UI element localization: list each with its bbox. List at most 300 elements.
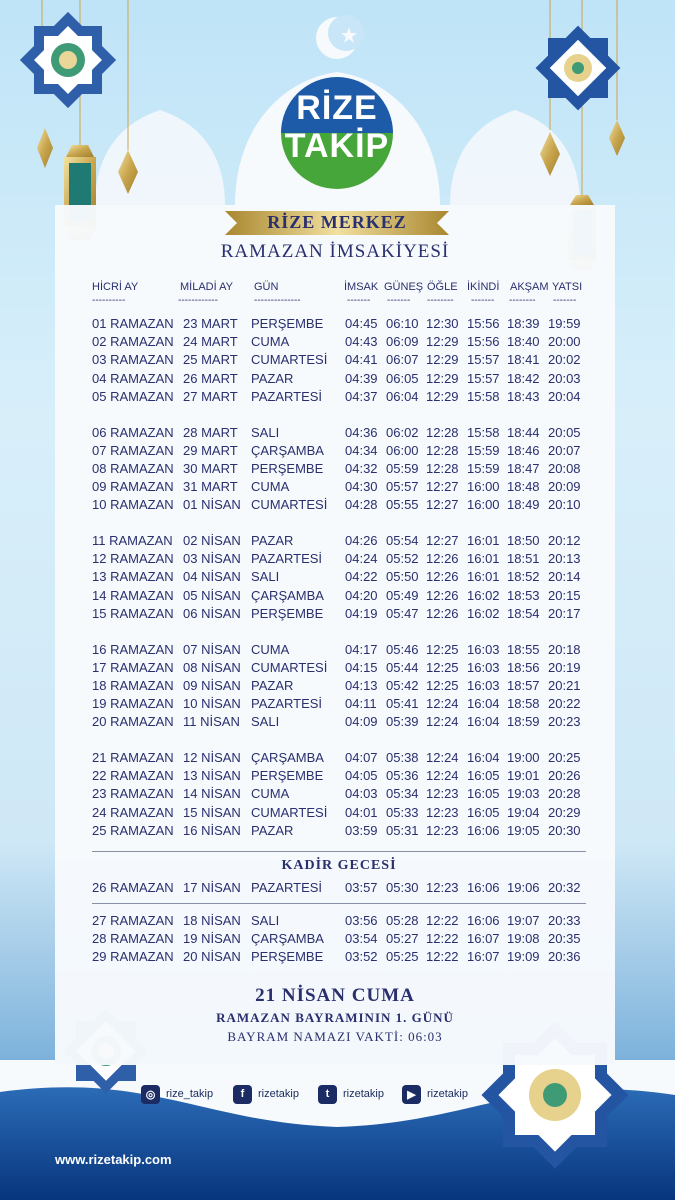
time-cell: 20:02: [548, 352, 581, 368]
divider-line: [92, 903, 586, 904]
date-cell: 11 NİSAN: [183, 714, 240, 730]
date-cell: 04 NİSAN: [183, 569, 241, 585]
table-row: [0, 880, 675, 898]
time-cell: 16:00: [467, 479, 500, 495]
social-facebook[interactable]: [233, 1084, 299, 1104]
time-cell: 16:03: [467, 659, 500, 675]
time-cell: 06:10: [386, 316, 419, 331]
hijri-cell: 19 RAMAZAN: [92, 696, 174, 712]
date-cell: 12 NİSAN: [183, 750, 241, 765]
time-cell: 16:05: [467, 804, 500, 820]
col-divider: ------------: [178, 295, 218, 306]
time-cell: 16:01: [467, 551, 500, 567]
table-row: [0, 461, 675, 479]
date-cell: 17 NİSAN: [183, 880, 241, 895]
time-cell: 19:05: [507, 822, 540, 838]
hijri-cell: 21 RAMAZAN: [92, 750, 174, 765]
time-cell: 12:28: [426, 442, 459, 458]
time-cell: 18:56: [507, 659, 540, 675]
day-cell: ÇARŞAMBA: [251, 750, 324, 765]
time-cell: 04:32: [345, 460, 378, 476]
table-row: [0, 931, 675, 949]
time-cell: 12:25: [426, 659, 459, 675]
time-cell: 15:57: [467, 370, 500, 386]
day-cell: PAZARTESİ: [251, 880, 323, 895]
time-cell: 04:36: [345, 424, 378, 440]
time-cell: 20:19: [548, 659, 581, 675]
date-cell: 07 NİSAN: [183, 641, 241, 657]
time-cell: 18:49: [507, 497, 540, 513]
time-cell: 05:44: [386, 659, 419, 675]
time-cell: 12:22: [426, 949, 459, 965]
time-cell: 19:59: [548, 316, 581, 331]
table-row: [0, 786, 675, 804]
time-cell: 12:30: [426, 316, 459, 331]
time-cell: 04:05: [345, 768, 378, 784]
time-cell: 16:02: [467, 605, 500, 621]
time-cell: 20:21: [548, 677, 581, 693]
table-row: [0, 389, 675, 407]
day-cell: PAZARTESİ: [251, 388, 323, 404]
time-cell: 20:30: [548, 822, 581, 838]
time-cell: 05:27: [386, 931, 419, 947]
hijri-cell: 17 RAMAZAN: [92, 659, 174, 675]
time-cell: 18:43: [507, 388, 540, 404]
table-row: [0, 913, 675, 931]
hijri-cell: 16 RAMAZAN: [92, 641, 174, 657]
hijri-cell: 15 RAMAZAN: [92, 605, 174, 621]
hijri-cell: 12 RAMAZAN: [92, 551, 174, 567]
table-row: [0, 371, 675, 389]
col-header-gunes: GÜNEŞ: [384, 281, 424, 293]
time-cell: 12:23: [426, 822, 459, 838]
day-cell: SALI: [251, 569, 280, 585]
time-cell: 20:32: [548, 880, 581, 895]
time-cell: 12:22: [426, 913, 459, 928]
col-divider: -------: [387, 295, 411, 306]
date-cell: 20 NİSAN: [183, 949, 241, 965]
time-cell: 03:59: [345, 822, 378, 838]
bayram-date: 21 NİSAN CUMA: [255, 985, 415, 1006]
time-cell: 18:40: [507, 334, 540, 350]
crescent-icon: [316, 15, 364, 59]
time-cell: 12:24: [426, 768, 459, 784]
time-cell: 12:23: [426, 786, 459, 802]
time-cell: 19:03: [507, 786, 540, 802]
col-divider: --------: [427, 295, 454, 306]
time-cell: 20:28: [548, 786, 581, 802]
hijri-cell: 09 RAMAZAN: [92, 479, 174, 495]
time-cell: 03:57: [345, 880, 378, 895]
time-cell: 04:19: [345, 605, 378, 621]
time-cell: 04:09: [345, 714, 378, 730]
hijri-cell: 25 RAMAZAN: [92, 822, 174, 838]
col-header-aksam: AKŞAM: [510, 281, 549, 293]
hijri-cell: 01 RAMAZAN: [92, 316, 174, 331]
social-twitter[interactable]: [318, 1084, 384, 1104]
time-cell: 20:07: [548, 442, 581, 458]
time-cell: 05:57: [386, 479, 419, 495]
col-divider: --------------: [254, 295, 301, 306]
time-cell: 18:59: [507, 714, 540, 730]
bayram-day-label: RAMAZAN BAYRAMININ 1. GÜNÜ: [216, 1010, 454, 1025]
table-row: [0, 497, 675, 515]
time-cell: 06:04: [386, 388, 419, 404]
date-cell: 24 MART: [183, 334, 238, 350]
time-cell: 16:06: [467, 880, 500, 895]
day-cell: PERŞEMBE: [251, 316, 324, 331]
date-cell: 01 NİSAN: [183, 497, 241, 513]
col-header-ogle: ÖĞLE: [427, 281, 458, 293]
time-cell: 04:15: [345, 659, 378, 675]
time-cell: 20:12: [548, 533, 581, 548]
day-cell: PAZAR: [251, 677, 294, 693]
time-cell: 18:42: [507, 370, 540, 386]
time-cell: 05:42: [386, 677, 419, 693]
time-cell: 05:31: [386, 822, 419, 838]
time-cell: 19:00: [507, 750, 540, 765]
date-cell: 23 MART: [183, 316, 238, 331]
time-cell: 18:46: [507, 442, 540, 458]
date-cell: 13 NİSAN: [183, 768, 241, 784]
region-title: RİZE MERKEZ: [267, 212, 407, 232]
time-cell: 20:03: [548, 370, 581, 386]
table-row: [0, 714, 675, 732]
table-row: [0, 588, 675, 606]
social-handle: rizetakip: [427, 1088, 468, 1100]
logo-line-2: TAKİP: [284, 127, 390, 165]
hijri-cell: 05 RAMAZAN: [92, 388, 174, 404]
time-cell: 12:25: [426, 677, 459, 693]
hijri-cell: 06 RAMAZAN: [92, 424, 174, 440]
social-handle: rize_takip: [166, 1088, 214, 1100]
bayram-prayer-time: BAYRAM NAMAZI VAKTİ: 06:03: [227, 1029, 443, 1044]
table-row: [0, 316, 675, 334]
time-cell: 19:04: [507, 804, 540, 820]
day-cell: ÇARŞAMBA: [251, 587, 324, 603]
time-cell: 04:17: [345, 641, 378, 657]
time-cell: 04:03: [345, 786, 378, 802]
time-cell: 20:23: [548, 714, 581, 730]
hijri-cell: 20 RAMAZAN: [92, 714, 174, 730]
time-cell: 12:23: [426, 880, 459, 895]
time-cell: 04:26: [345, 533, 378, 548]
time-cell: 19:01: [507, 768, 540, 784]
day-cell: PAZARTESİ: [251, 551, 323, 567]
time-cell: 04:34: [345, 442, 378, 458]
day-cell: PAZAR: [251, 822, 294, 838]
time-cell: 18:57: [507, 677, 540, 693]
website-link[interactable]: www.rizetakip.com: [55, 1152, 172, 1167]
time-cell: 04:39: [345, 370, 378, 386]
time-cell: 05:30: [386, 880, 419, 895]
time-cell: 20:35: [548, 931, 581, 947]
time-cell: 05:49: [386, 587, 419, 603]
date-cell: 28 MART: [183, 424, 238, 440]
time-cell: 16:07: [467, 931, 500, 947]
logo-wordmark: [281, 77, 393, 189]
time-cell: 12:28: [426, 460, 459, 476]
date-cell: 02 NİSAN: [183, 533, 241, 548]
time-cell: 05:41: [386, 696, 419, 712]
time-cell: 20:15: [548, 587, 581, 603]
time-cell: 15:56: [467, 334, 500, 350]
twitter-icon: t: [318, 1085, 337, 1104]
time-cell: 04:13: [345, 677, 378, 693]
time-cell: 15:59: [467, 460, 500, 476]
date-cell: 19 NİSAN: [183, 931, 241, 947]
time-cell: 20:22: [548, 696, 581, 712]
time-cell: 12:22: [426, 931, 459, 947]
time-cell: 16:06: [467, 913, 500, 928]
time-cell: 04:20: [345, 587, 378, 603]
time-cell: 03:52: [345, 949, 378, 965]
time-cell: 20:00: [548, 334, 581, 350]
time-cell: 12:24: [426, 696, 459, 712]
time-cell: 06:00: [386, 442, 419, 458]
time-cell: 15:57: [467, 352, 500, 368]
time-cell: 20:17: [548, 605, 581, 621]
time-cell: 18:53: [507, 587, 540, 603]
time-cell: 05:33: [386, 804, 419, 820]
time-cell: 12:25: [426, 641, 459, 657]
time-cell: 18:52: [507, 569, 540, 585]
time-cell: 05:28: [386, 913, 419, 928]
social-instagram[interactable]: [141, 1084, 213, 1104]
col-divider: -------: [553, 295, 577, 306]
time-cell: 16:04: [467, 750, 500, 765]
hijri-cell: 26 RAMAZAN: [92, 880, 174, 895]
col-header-hijri: HİCRİ AY: [92, 281, 139, 293]
hijri-cell: 07 RAMAZAN: [92, 442, 174, 458]
time-cell: 12:27: [426, 497, 459, 513]
time-cell: 04:43: [345, 334, 378, 350]
date-cell: 08 NİSAN: [183, 659, 241, 675]
hijri-cell: 22 RAMAZAN: [92, 768, 174, 784]
divider-line: [92, 851, 586, 852]
table-row: [0, 823, 675, 841]
time-cell: 16:01: [467, 533, 500, 548]
hijri-cell: 28 RAMAZAN: [92, 931, 174, 947]
time-cell: 18:51: [507, 551, 540, 567]
time-cell: 05:54: [386, 533, 419, 548]
time-cell: 18:48: [507, 479, 540, 495]
time-cell: 20:10: [548, 497, 581, 513]
day-cell: CUMARTESİ: [251, 804, 328, 820]
time-cell: 20:13: [548, 551, 581, 567]
table-row: [0, 533, 675, 551]
table-row: [0, 443, 675, 461]
time-cell: 12:26: [426, 587, 459, 603]
time-cell: 05:50: [386, 569, 419, 585]
time-cell: 04:45: [345, 316, 378, 331]
time-cell: 20:33: [548, 913, 581, 928]
time-cell: 06:05: [386, 370, 419, 386]
time-cell: 20:14: [548, 569, 581, 585]
time-cell: 15:58: [467, 424, 500, 440]
time-cell: 03:54: [345, 931, 378, 947]
time-cell: 18:47: [507, 460, 540, 476]
time-cell: 15:59: [467, 442, 500, 458]
day-cell: PAZAR: [251, 533, 294, 548]
day-cell: PAZAR: [251, 370, 294, 386]
time-cell: 16:03: [467, 641, 500, 657]
time-cell: 12:24: [426, 714, 459, 730]
col-divider: --------: [509, 295, 536, 306]
day-cell: CUMARTESİ: [251, 352, 328, 368]
youtube-icon: ▶: [402, 1085, 421, 1104]
time-cell: 20:25: [548, 750, 581, 765]
social-handle: rizetakip: [258, 1088, 299, 1100]
day-cell: ÇARŞAMBA: [251, 931, 324, 947]
time-cell: 12:29: [426, 334, 459, 350]
date-cell: 15 NİSAN: [183, 804, 241, 820]
facebook-icon: f: [233, 1085, 252, 1104]
social-youtube[interactable]: [402, 1084, 468, 1104]
table-row: [0, 678, 675, 696]
table-row: [0, 696, 675, 714]
ornament-right-top: [536, 26, 621, 111]
time-cell: 05:38: [386, 750, 419, 765]
time-cell: 06:09: [386, 334, 419, 350]
time-cell: 12:26: [426, 605, 459, 621]
time-cell: 05:39: [386, 714, 419, 730]
time-cell: 06:02: [386, 424, 419, 440]
time-cell: 20:26: [548, 768, 581, 784]
time-cell: 04:22: [345, 569, 378, 585]
time-cell: 18:55: [507, 641, 540, 657]
date-cell: 06 NİSAN: [183, 605, 241, 621]
time-cell: 15:58: [467, 388, 500, 404]
hijri-cell: 14 RAMAZAN: [92, 587, 174, 603]
day-cell: PERŞEMBE: [251, 949, 324, 965]
time-cell: 15:56: [467, 316, 500, 331]
day-cell: CUMA: [251, 479, 290, 495]
time-cell: 05:52: [386, 551, 419, 567]
date-cell: 30 MART: [183, 460, 238, 476]
time-cell: 18:58: [507, 696, 540, 712]
time-cell: 18:41: [507, 352, 540, 368]
col-header-yatsi: YATSI: [552, 281, 583, 293]
col-header-imsak: İMSAK: [344, 281, 379, 293]
time-cell: 12:23: [426, 804, 459, 820]
time-cell: 16:07: [467, 949, 500, 965]
time-cell: 19:07: [507, 913, 540, 928]
day-cell: SALI: [251, 714, 280, 730]
time-cell: 05:47: [386, 605, 419, 621]
date-cell: 18 NİSAN: [183, 913, 241, 928]
time-cell: 12:26: [426, 551, 459, 567]
time-cell: 20:09: [548, 479, 581, 495]
time-cell: 12:27: [426, 479, 459, 495]
table-row: [0, 805, 675, 823]
time-cell: 20:05: [548, 424, 581, 440]
time-cell: 20:18: [548, 641, 581, 657]
time-cell: 06:07: [386, 352, 419, 368]
instagram-icon: ◎: [141, 1085, 160, 1104]
time-cell: 20:08: [548, 460, 581, 476]
time-cell: 04:11: [345, 696, 377, 712]
time-cell: 16:05: [467, 786, 500, 802]
time-cell: 12:24: [426, 750, 459, 765]
time-cell: 16:02: [467, 587, 500, 603]
hijri-cell: 08 RAMAZAN: [92, 460, 174, 476]
day-cell: ÇARŞAMBA: [251, 442, 324, 458]
col-divider: ----------: [92, 295, 126, 306]
date-cell: 29 MART: [183, 442, 238, 458]
time-cell: 12:28: [426, 424, 459, 440]
table-row: [0, 425, 675, 443]
hijri-cell: 24 RAMAZAN: [92, 804, 174, 820]
social-handle: rizetakip: [343, 1088, 384, 1100]
time-cell: 12:27: [426, 533, 459, 548]
ornament-left-top: [20, 12, 116, 108]
day-cell: CUMA: [251, 786, 290, 802]
hijri-cell: 18 RAMAZAN: [92, 677, 174, 693]
time-cell: 16:05: [467, 768, 500, 784]
time-cell: 12:29: [426, 352, 459, 368]
day-cell: PERŞEMBE: [251, 460, 324, 476]
time-cell: 16:01: [467, 569, 500, 585]
logo-line-1: RİZE: [296, 89, 378, 127]
time-cell: 20:29: [548, 804, 581, 820]
time-cell: 16:04: [467, 696, 500, 712]
date-cell: 09 NİSAN: [183, 677, 241, 693]
day-cell: SALI: [251, 913, 280, 928]
table-row: [0, 352, 675, 370]
date-cell: 16 NİSAN: [183, 822, 241, 838]
time-cell: 19:08: [507, 931, 540, 947]
time-cell: 16:03: [467, 677, 500, 693]
time-cell: 16:06: [467, 822, 500, 838]
time-cell: 19:09: [507, 949, 540, 965]
time-cell: 04:37: [345, 388, 378, 404]
table-row: [0, 569, 675, 587]
time-cell: 18:54: [507, 605, 540, 621]
hijri-cell: 11 RAMAZAN: [92, 533, 173, 548]
time-cell: 18:50: [507, 533, 540, 548]
table-row: [0, 479, 675, 497]
col-header-ikindi: İKİNDİ: [467, 281, 500, 293]
date-cell: 03 NİSAN: [183, 551, 241, 567]
date-cell: 05 NİSAN: [183, 587, 241, 603]
time-cell: 05:36: [386, 768, 419, 784]
time-cell: 05:25: [386, 949, 419, 965]
time-cell: 19:06: [507, 880, 540, 895]
time-cell: 16:04: [467, 714, 500, 730]
time-cell: 04:41: [345, 352, 378, 368]
time-cell: 04:24: [345, 551, 378, 567]
time-cell: 03:56: [345, 913, 378, 928]
date-cell: 26 MART: [183, 370, 238, 386]
day-cell: PERŞEMBE: [251, 605, 324, 621]
time-cell: 12:26: [426, 569, 459, 585]
time-cell: 05:55: [386, 497, 419, 513]
hijri-cell: 29 RAMAZAN: [92, 949, 174, 965]
hijri-cell: 03 RAMAZAN: [92, 352, 174, 368]
time-cell: 12:29: [426, 370, 459, 386]
table-row: [0, 606, 675, 624]
time-cell: 05:34: [386, 786, 419, 802]
time-cell: 16:00: [467, 497, 500, 513]
time-cell: 05:59: [386, 460, 419, 476]
col-header-miladi: MİLADİ AY: [180, 281, 233, 293]
day-cell: CUMARTESİ: [251, 659, 328, 675]
date-cell: 14 NİSAN: [183, 786, 241, 802]
day-cell: PAZARTESİ: [251, 696, 323, 712]
time-cell: 12:29: [426, 388, 459, 404]
time-cell: 04:07: [345, 750, 378, 765]
